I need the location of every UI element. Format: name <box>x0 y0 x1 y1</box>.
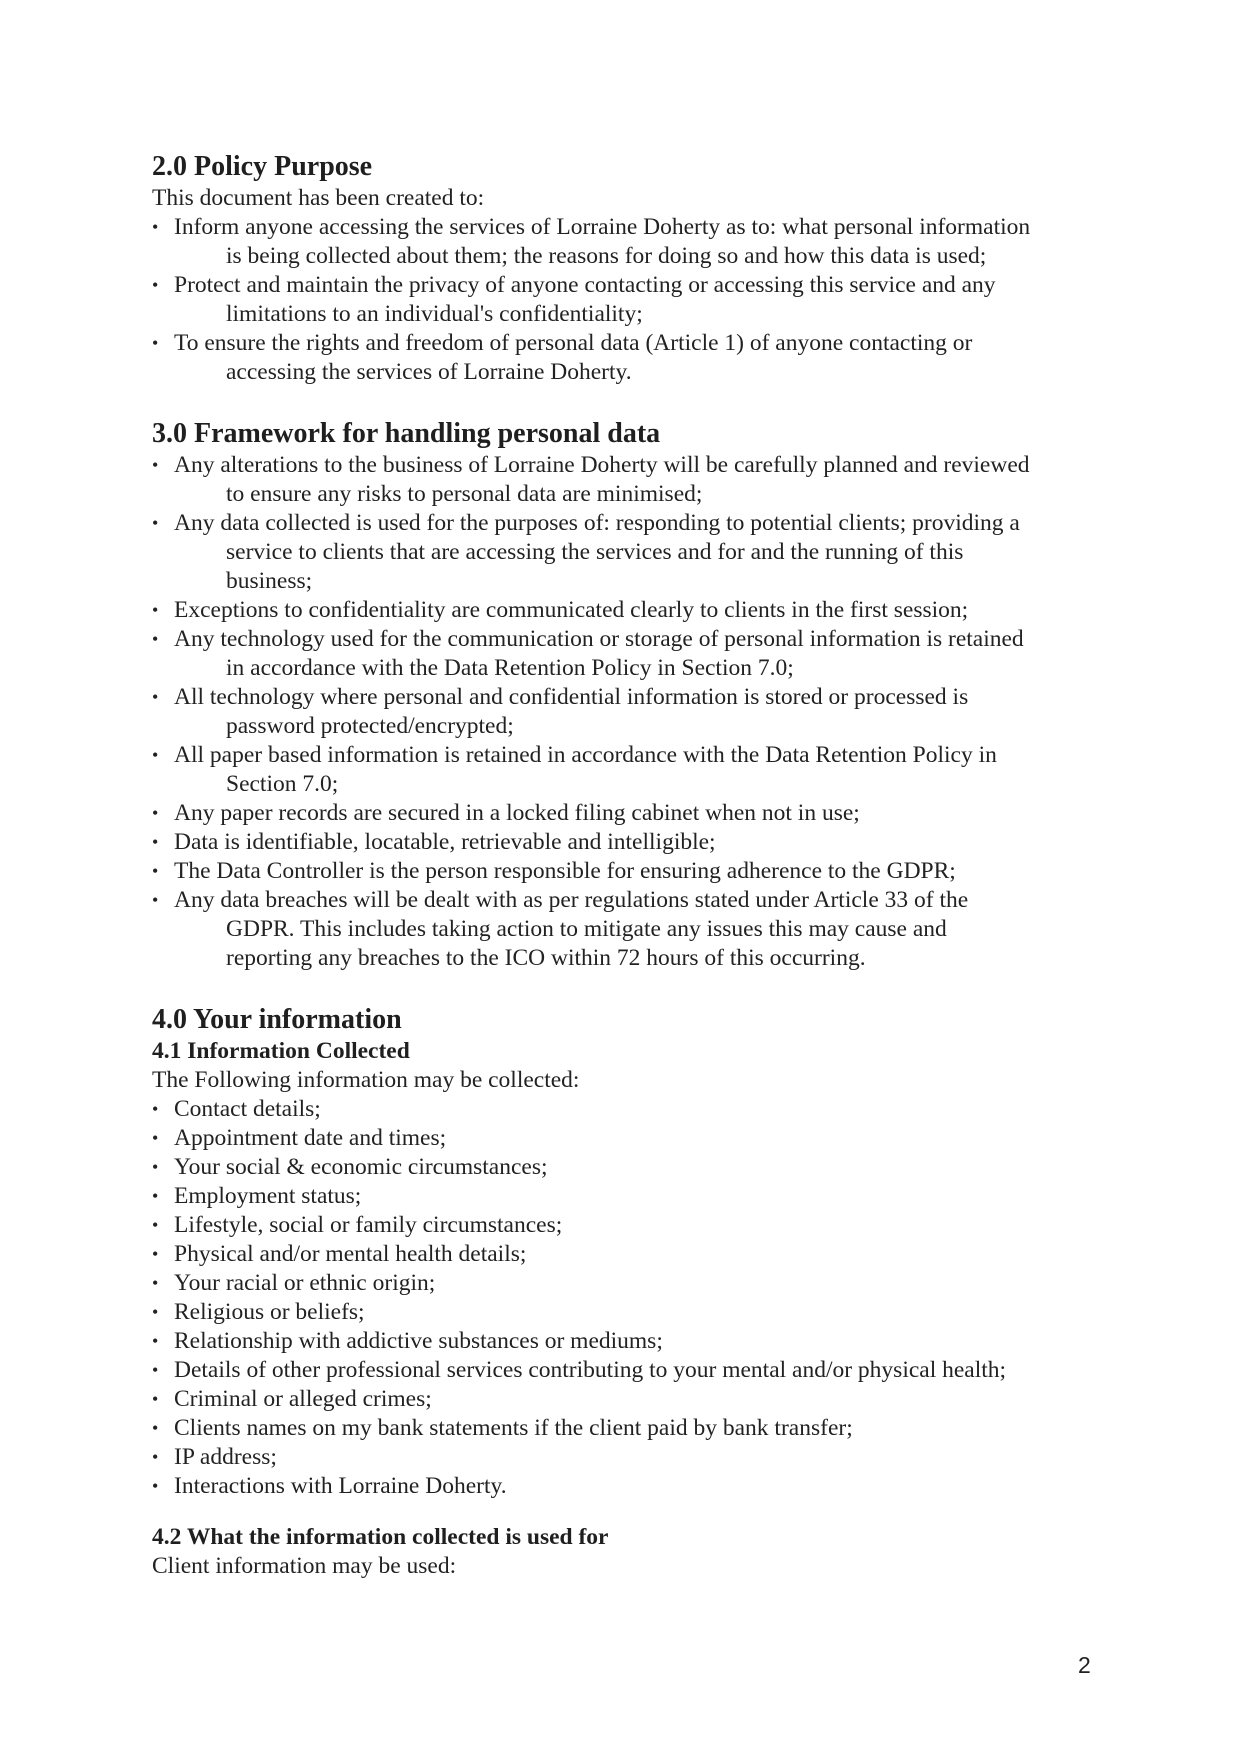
list-item: • Religious or beliefs; <box>152 1299 365 1325</box>
bullet-icon: • <box>152 1099 159 1119</box>
bullet-icon: • <box>152 217 159 237</box>
list-item: • IP address; <box>152 1444 277 1470</box>
bullet-icon: • <box>152 1244 159 1264</box>
list-item: • Physical and/or mental health details; <box>152 1241 527 1267</box>
bullet-icon: • <box>152 803 159 823</box>
bullet-icon: • <box>152 687 159 707</box>
bullet-icon: • <box>152 832 159 852</box>
section-heading: 4.0 Your information <box>152 1004 402 1035</box>
bullet-list <box>152 451 1112 973</box>
section-your-information <box>152 1003 1112 1581</box>
bullet-icon: • <box>152 1128 159 1148</box>
bullet-icon: • <box>152 513 159 533</box>
bullet-icon: • <box>152 455 159 475</box>
list-item: • Any alterations to the business of Lorraine Doherty will be carefully planned and reviewed to ensure any risks to personal data are minimised; <box>152 452 1030 507</box>
subsection-intro: Client information may be used: <box>152 1553 457 1579</box>
list-item: • Contact details; <box>152 1096 321 1122</box>
page-number: 2 <box>1078 1652 1091 1678</box>
bullet-icon: • <box>152 890 159 910</box>
subsection-heading: 4.2 What the information collected is used for <box>152 1524 609 1550</box>
list-item: • Criminal or alleged crimes; <box>152 1386 432 1412</box>
bullet-icon: • <box>152 333 159 353</box>
list-item: • Your social & economic circumstances; <box>152 1154 548 1180</box>
bullet-icon: • <box>152 275 159 295</box>
bullet-icon: • <box>152 1157 159 1177</box>
list-item: • Lifestyle, social or family circumstances; <box>152 1212 563 1238</box>
list-item: • Inform anyone accessing the services of Lorraine Doherty as to: what personal information is being collected about them; the reasons for doing so and how this data is used; <box>152 214 1031 269</box>
bullet-icon: • <box>152 1389 159 1409</box>
bullet-icon: • <box>152 1418 159 1438</box>
list-item: • Any data collected is used for the purposes of: responding to potential clients; providing a service to clients that are accessing the services and for and the running of this business; <box>152 510 1020 594</box>
list-item: • Data is identifiable, locatable, retrievable and intelligible; <box>152 829 716 855</box>
list-item: • Any data breaches will be dealt with as per regulations stated under Article 33 of the GDPR. This includes taking action to mitigate any issues this may cause and reporting any breaches to the ICO within 72 hours of this occurring. <box>152 887 969 971</box>
bullet-list <box>152 213 1112 387</box>
list-item: • Your racial or ethnic origin; <box>152 1270 436 1296</box>
list-item: • Employment status; <box>152 1183 362 1209</box>
bullet-icon: • <box>152 629 159 649</box>
list-item: • Any technology used for the communication or storage of personal information is retained in accordance with the Data Retention Policy in Section 7.0; <box>152 626 1024 681</box>
bullet-icon: • <box>152 1476 159 1496</box>
section-framework <box>152 417 1112 973</box>
bullet-list <box>152 1095 1112 1501</box>
bullet-icon: • <box>152 1360 159 1380</box>
bullet-icon: • <box>152 745 159 765</box>
bullet-icon: • <box>152 1447 159 1467</box>
bullet-icon: • <box>152 1302 159 1322</box>
list-item: • Clients names on my bank statements if the client paid by bank transfer; <box>152 1415 853 1441</box>
list-item: • The Data Controller is the person responsible for ensuring adherence to the GDPR; <box>152 858 956 884</box>
bullet-icon: • <box>152 1186 159 1206</box>
subsection-heading: 4.1 Information Collected <box>152 1038 410 1064</box>
section-heading: 3.0 Framework for handling personal data <box>152 418 661 449</box>
bullet-icon: • <box>152 1331 159 1351</box>
list-item: • Protect and maintain the privacy of anyone contacting or accessing this service and any limitations to an individual's confidentiality; <box>152 272 996 327</box>
section-intro: This document has been created to: <box>152 185 485 211</box>
section-policy-purpose <box>152 150 1112 387</box>
list-item: • All technology where personal and confidential information is stored or processed is password protected/encrypted; <box>152 684 969 739</box>
list-item: • Any paper records are secured in a locked filing cabinet when not in use; <box>152 800 860 826</box>
list-item: • Appointment date and times; <box>152 1125 447 1151</box>
bullet-icon: • <box>152 600 159 620</box>
list-item: • Details of other professional services contributing to your mental and/or physical health; <box>152 1357 1007 1383</box>
bullet-icon: • <box>152 861 159 881</box>
bullet-icon: • <box>152 1273 159 1293</box>
list-item: • To ensure the rights and freedom of personal data (Article 1) of anyone contacting or accessing the services of Lorraine Doherty. <box>152 330 973 385</box>
document-page <box>152 150 1112 1581</box>
list-item: • All paper based information is retained in accordance with the Data Retention Policy in Section 7.0; <box>152 742 997 797</box>
list-item: • Exceptions to confidentiality are communicated clearly to clients in the first session; <box>152 597 969 623</box>
list-item: • Interactions with Lorraine Doherty. <box>152 1473 507 1499</box>
list-item: • Relationship with addictive substances or mediums; <box>152 1328 663 1354</box>
section-heading: 2.0 Policy Purpose <box>152 151 373 182</box>
bullet-icon: • <box>152 1215 159 1235</box>
subsection-intro: The Following information may be collected: <box>152 1067 580 1093</box>
